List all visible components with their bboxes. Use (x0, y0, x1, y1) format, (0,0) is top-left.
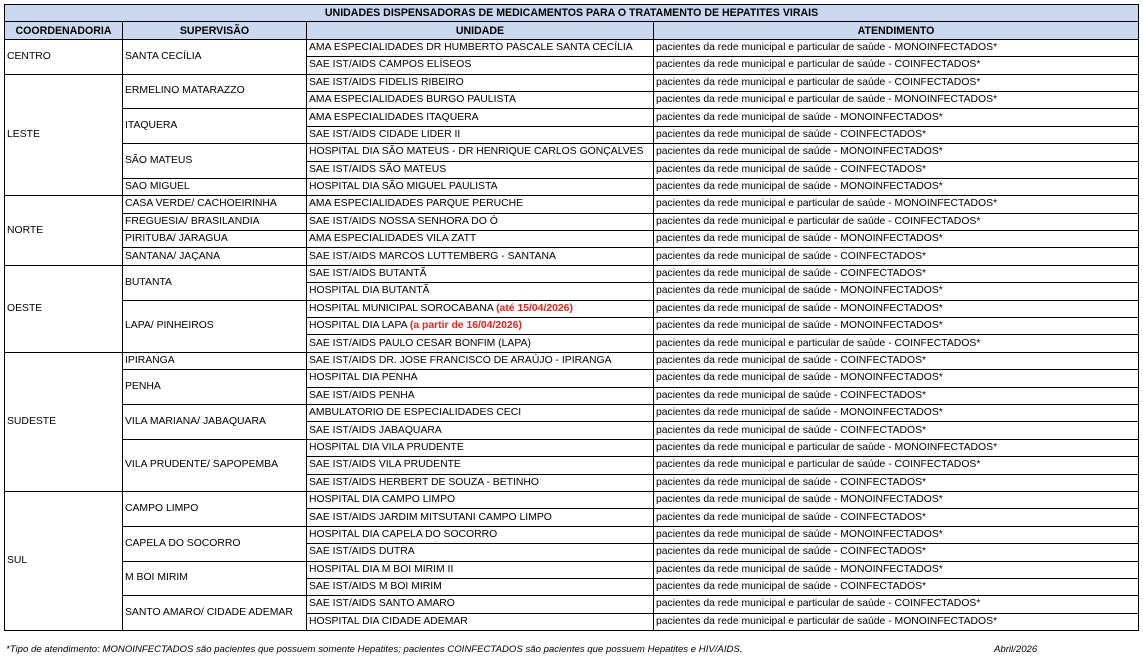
unidade-cell (307, 39, 654, 56)
table-row (5, 196, 1139, 213)
unidade-cell (307, 596, 654, 613)
unidade-name: SAE IST/AIDS SÃO MATEUS (309, 163, 447, 175)
table-row (5, 404, 1139, 421)
table-row (5, 213, 1139, 230)
atendimento-cell: pacientes da rede municipal de saúde - COINFECTADOS* (654, 265, 1139, 282)
unidade-name: SAE IST/AIDS SANTO AMARO (309, 598, 455, 610)
header-unidade: UNIDADE (307, 22, 654, 39)
atendimento-cell: pacientes da rede municipal de saúde - COINFECTADOS* (654, 387, 1139, 404)
unidade-cell (307, 248, 654, 265)
supervisao-cell: PIRITUBA/ JARAGUA (123, 231, 307, 248)
table-row (5, 74, 1139, 91)
unidade-name: SAE IST/AIDS DR. JOSE FRANCISCO DE ARAÚJO - IPIRANGA (309, 355, 612, 366)
table-row (5, 526, 1139, 543)
unidade-name: SAE IST/AIDS HERBERT DE SOUZA - BETINHO (309, 476, 539, 488)
unidade-name: SAE IST/AIDS BUTANTÃ (309, 268, 427, 280)
atendimento-cell: pacientes da rede municipal e particular de saúde - COINFECTADOS* (654, 335, 1139, 352)
unidade-name: HOSPITAL DIA BUTANTÃ (309, 285, 430, 297)
header-coordenadoria: COORDENADORIA (5, 22, 123, 39)
unidade-cell (307, 491, 654, 508)
unidade-cell (307, 213, 654, 230)
supervisao-cell: VILA MARIANA/ JABAQUARA (123, 404, 307, 439)
atendimento-cell: pacientes da rede municipal de saúde - COINFECTADOS* (654, 161, 1139, 178)
coordenadoria-cell: OESTE (5, 265, 123, 352)
atendimento-cell: pacientes da rede municipal de saúde - MONOINFECTADOS* (654, 318, 1139, 335)
atendimento-cell: pacientes da rede municipal de saúde - MONOINFECTADOS* (654, 404, 1139, 421)
unidade-name: AMA ESPECIALIDADES PARQUE PERUCHE (309, 198, 524, 210)
atendimento-cell: pacientes da rede municipal de saúde - COINFECTADOS* (654, 248, 1139, 265)
unidade-cell (307, 91, 654, 108)
atendimento-cell: pacientes da rede municipal de saúde - MONOINFECTADOS* (654, 300, 1139, 317)
unidade-cell (307, 161, 654, 178)
sheet (4, 4, 1138, 631)
table-row (5, 491, 1139, 508)
unidade-name: SAE IST/AIDS JABAQUARA (309, 424, 442, 436)
table-row (5, 352, 1139, 369)
unidade-name: SAE IST/AIDS M BOI MIRIM (309, 581, 442, 593)
unidade-cell (307, 57, 654, 74)
unidade-cell (307, 370, 654, 387)
unidade-name: HOSPITAL DIA VILA PRUDENTE (309, 441, 464, 453)
atendimento-cell: pacientes da rede municipal e particular de saúde - COINFECTADOS* (654, 457, 1139, 474)
table-body (5, 39, 1139, 630)
atendimento-cell: pacientes da rede municipal e particular de saúde - COINFECTADOS* (654, 213, 1139, 230)
atendimento-cell: pacientes da rede municipal de saúde - COINFECTADOS* (654, 422, 1139, 439)
atendimento-cell: pacientes da rede municipal de saúde - MONOINFECTADOS* (654, 231, 1139, 248)
supervisao-cell: ITAQUERA (123, 109, 307, 144)
date-note: (até 15/04/2026) (496, 302, 573, 314)
date-note: (a partir de 16/04/2026) (409, 320, 522, 332)
supervisao-cell: SANTANA/ JAÇANA (123, 248, 307, 265)
unidade-cell (307, 422, 654, 439)
supervisao-cell: M BOI MIRIM (123, 561, 307, 596)
atendimento-cell: pacientes da rede municipal e particular de saúde - COINFECTADOS* (654, 596, 1139, 613)
supervisao-cell: VILA PRUDENTE/ SAPOPEMBA (123, 439, 307, 491)
footer-date: Abril/2026 (994, 644, 1038, 655)
unidade-cell (307, 318, 654, 335)
unidade-name: SAE IST/AIDS MARCOS LUTTEMBERG - SANTANA (309, 250, 556, 262)
unidade-cell (307, 578, 654, 595)
footnote: *Tipo de atendimento: MONOINFECTADOS são pacientes que possuem somente Hepatites; pacientes COINFECTADOS são pacientes que possuem Hepatites e HIV/AIDS. (6, 644, 743, 655)
table-row (5, 300, 1139, 317)
atendimento-cell: pacientes da rede municipal de saúde - MONOINFECTADOS* (654, 144, 1139, 161)
supervisao-cell: CAPELA DO SOCORRO (123, 526, 307, 561)
unidade-name: HOSPITAL DIA M BOI MIRIM II (309, 563, 454, 575)
header-atendimento: ATENDIMENTO (654, 22, 1139, 39)
coordenadoria-cell: LESTE (5, 74, 123, 196)
atendimento-cell: pacientes da rede municipal de saúde - MONOINFECTADOS* (654, 283, 1139, 300)
atendimento-cell: pacientes da rede municipal de saúde - COINFECTADOS* (654, 474, 1139, 491)
table-row (5, 596, 1139, 613)
unidade-name: AMA ESPECIALIDADES DR HUMBERTO PASCALE SANTA CECÍLIA (309, 41, 633, 53)
unidade-name: SAE IST/AIDS CIDADE LIDER II (309, 128, 461, 140)
unidade-cell (307, 544, 654, 561)
unidade-name: SAE IST/AIDS DUTRA (309, 546, 415, 558)
header-row (5, 22, 1139, 39)
unidade-name: SAE IST/AIDS FIDELIS RIBEIRO (309, 76, 464, 88)
unidade-cell (307, 387, 654, 404)
unidade-name: SAE IST/AIDS PAULO CESAR BONFIM (LAPA) (309, 337, 531, 349)
supervisao-cell: FREGUESIA/ BRASILANDIA (123, 213, 307, 230)
supervisao-cell: PENHA (123, 370, 307, 405)
atendimento-cell: pacientes da rede municipal de saúde - MONOINFECTADOS* (654, 526, 1139, 543)
unidade-name: HOSPITAL DIA CAPELA DO SOCORRO (309, 528, 498, 540)
supervisao-cell: CAMPO LIMPO (123, 491, 307, 526)
table-row (5, 370, 1139, 387)
atendimento-cell: pacientes da rede municipal de saúde - COINFECTADOS* (654, 352, 1139, 369)
table-row (5, 39, 1139, 56)
unidade-cell (307, 196, 654, 213)
atendimento-cell: pacientes da rede municipal de saúde - COINFECTADOS* (654, 509, 1139, 526)
unidade-cell (307, 404, 654, 421)
header-supervisao: SUPERVISÃO (123, 22, 307, 39)
unidade-name: SAE IST/AIDS PENHA (309, 389, 415, 401)
unidade-name: SAE IST/AIDS NOSSA SENHORA DO Ó (309, 215, 498, 227)
supervisao-cell: CASA VERDE/ CACHOEIRINHA (123, 196, 307, 213)
supervisao-cell: SAO MIGUEL (123, 178, 307, 195)
unidade-cell (307, 474, 654, 491)
atendimento-cell: pacientes da rede municipal de saúde - COINFECTADOS* (654, 126, 1139, 143)
table-row (5, 144, 1139, 161)
atendimento-cell: pacientes da rede municipal e particular de saúde - MONOINFECTADOS* (654, 439, 1139, 456)
atendimento-cell: pacientes da rede municipal de saúde - COINFECTADOS* (654, 578, 1139, 595)
atendimento-cell: pacientes da rede municipal de saúde - MONOINFECTADOS* (654, 178, 1139, 195)
supervisao-cell: SANTA CECÍLIA (123, 39, 307, 74)
atendimento-cell: pacientes da rede municipal de saúde - COINFECTADOS* (654, 544, 1139, 561)
coordenadoria-cell: NORTE (5, 196, 123, 266)
table-row (5, 178, 1139, 195)
unidade-cell (307, 526, 654, 543)
unidade-name: AMA ESPECIALIDADES VILA ZATT (309, 233, 477, 245)
unidade-name: AMA ESPECIALIDADES BURGO PAULISTA (309, 94, 516, 106)
unidade-name: HOSPITAL DIA PENHA (309, 372, 418, 384)
unidade-name: SAE IST/AIDS JARDIM MITSUTANI CAMPO LIMPO (309, 511, 552, 523)
unidade-name: HOSPITAL DIA SÃO MATEUS - DR HENRIQUE CARLOS GONÇALVES (309, 146, 644, 158)
unidade-name: SAE IST/AIDS VILA PRUDENTE (309, 459, 461, 471)
table-row (5, 231, 1139, 248)
supervisao-cell: BUTANTA (123, 265, 307, 300)
coordenadoria-cell: SUDESTE (5, 352, 123, 491)
unidade-cell (307, 178, 654, 195)
unidade-cell (307, 74, 654, 91)
footer (6, 644, 1140, 657)
table-row (5, 439, 1139, 456)
unidade-name: AMA ESPECIALIDADES ITAQUERA (309, 111, 479, 123)
unidade-name: HOSPITAL DIA SÃO MIGUEL PAULISTA (309, 181, 498, 193)
atendimento-cell: pacientes da rede municipal e particular de saúde - MONOINFECTADOS* (654, 91, 1139, 108)
unidade-name: AMBULATORIO DE ESPECIALIDADES CECI (309, 407, 522, 419)
unidade-cell (307, 144, 654, 161)
supervisao-cell: ERMELINO MATARAZZO (123, 74, 307, 109)
unidade-name: HOSPITAL DIA CAMPO LIMPO (309, 494, 456, 506)
atendimento-cell: pacientes da rede municipal e particular de saúde - MONOINFECTADOS* (654, 196, 1139, 213)
table-title: UNIDADES DISPENSADORAS DE MEDICAMENTOS PARA O TRATAMENTO DE HEPATITES VIRAIS (5, 5, 1139, 22)
title-row (5, 5, 1139, 22)
unidade-cell (307, 231, 654, 248)
atendimento-cell: pacientes da rede municipal de saúde - MONOINFECTADOS* (654, 561, 1139, 578)
atendimento-cell: pacientes da rede municipal de saúde - MONOINFECTADOS* (654, 109, 1139, 126)
coordenadoria-cell: CENTRO (5, 39, 123, 74)
unidade-cell (307, 613, 654, 630)
atendimento-cell: pacientes da rede municipal e particular de saúde - COINFECTADOS* (654, 74, 1139, 91)
unidade-cell (307, 561, 654, 578)
atendimento-cell: pacientes da rede municipal e particular de saúde - MONOINFECTADOS* (654, 39, 1139, 56)
unidade-cell (307, 457, 654, 474)
unidade-cell (307, 109, 654, 126)
coordenadoria-cell: SUL (5, 491, 123, 630)
atendimento-cell: pacientes da rede municipal e particular de saúde - COINFECTADOS* (654, 57, 1139, 74)
unidade-name: SAE IST/AIDS CAMPOS ELÍSEOS (309, 59, 472, 71)
unidade-cell (307, 509, 654, 526)
supervisao-cell: SÃO MATEUS (123, 144, 307, 179)
unidade-name: HOSPITAL MUNICIPAL SOROCABANA (309, 302, 494, 314)
unidade-cell (307, 126, 654, 143)
supervisao-cell: SANTO AMARO/ CIDADE ADEMAR (123, 596, 307, 631)
unidade-cell (307, 300, 654, 317)
atendimento-cell: pacientes da rede municipal de saúde - MONOINFECTADOS* (654, 491, 1139, 508)
unidade-cell (307, 335, 654, 352)
supervisao-cell: IPIRANGA (123, 352, 307, 369)
units-table (4, 4, 1139, 631)
table-row (5, 248, 1139, 265)
unidade-cell (307, 265, 654, 282)
atendimento-cell: pacientes da rede municipal e particular de saúde - MONOINFECTADOS* (654, 613, 1139, 630)
unidade-cell (307, 283, 654, 300)
unidade-name: HOSPITAL DIA LAPA (309, 320, 407, 332)
unidade-name: HOSPITAL DIA CIDADE ADEMAR (309, 615, 468, 627)
supervisao-cell: LAPA/ PINHEIROS (123, 300, 307, 352)
atendimento-cell: pacientes da rede municipal de saúde - MONOINFECTADOS* (654, 370, 1139, 387)
table-row (5, 561, 1139, 578)
unidade-cell (307, 352, 654, 369)
table-row (5, 265, 1139, 282)
table-row (5, 109, 1139, 126)
unidade-cell (307, 439, 654, 456)
